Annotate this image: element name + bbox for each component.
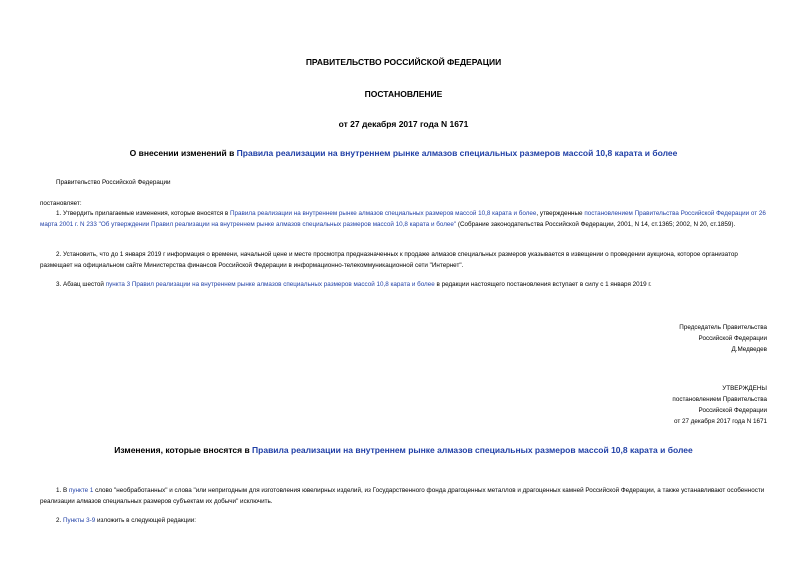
point-3-link[interactable]: пункта 3 Правил реализации на внутреннем рынке алмазов специальных размеров массой 10,8 карата и более bbox=[105, 281, 435, 288]
paragraph-1-text-a: 1. Утвердить прилагаемые изменения, которые вносятся в bbox=[56, 210, 231, 217]
changes-title bbox=[0, 445, 807, 455]
approval-line-1: УТВЕРЖДЕНЫ bbox=[722, 385, 767, 392]
approval-line-2: постановлением Правительства bbox=[672, 396, 767, 403]
change-item-1-text-a: 1. В bbox=[56, 487, 69, 494]
paragraph-1-text-b: , утвержденные bbox=[536, 210, 585, 217]
change-item-2-text-a: 2. bbox=[56, 517, 64, 524]
rules-link-title[interactable]: Правила реализации на внутреннем рынке алмазов специальных размеров массой 10,8 карата и более bbox=[236, 148, 678, 158]
decides-text: постановляет: bbox=[40, 200, 82, 207]
decree-233-link[interactable]: постановлением Правительства Российской Федерации от 26 марта 2001 г. N 233 "Об утверждении Правил реализации на внутреннем рынке алмазов специальных размеров массой 10,8 карата и более" bbox=[40, 210, 766, 228]
change-item-1 bbox=[40, 485, 770, 507]
change-item-2 bbox=[40, 515, 770, 526]
signature-line-1: Председатель Правительства bbox=[679, 324, 767, 331]
changes-title-prefix: Изменения, которые вносятся в bbox=[114, 445, 253, 455]
change-item-2-text-b: изложить в следующей редакции: bbox=[95, 517, 197, 524]
approval-block bbox=[672, 383, 767, 427]
document-date-line: от 27 декабря 2017 года N 1671 bbox=[338, 119, 469, 129]
signature-block bbox=[679, 322, 767, 355]
document-title bbox=[0, 148, 807, 158]
paragraph-3-text-b: в редакции настоящего постановления вступает в силу с 1 января 2019 г. bbox=[434, 281, 652, 288]
signature-line-2: Российской Федерации bbox=[698, 335, 767, 342]
points-3-9-link[interactable]: Пункты 3-9 bbox=[63, 517, 96, 524]
paragraph-3 bbox=[40, 279, 770, 290]
rules-link-p1[interactable]: Правила реализации на внутреннем рынке алмазов специальных размеров массой 10,8 карата и более bbox=[230, 210, 537, 217]
signature-line-3: Д.Медведев bbox=[731, 346, 767, 353]
rules-link-changes[interactable]: Правила реализации на внутреннем рынке алмазов специальных размеров массой 10,8 карата и более bbox=[252, 445, 693, 455]
government-heading: ПРАВИТЕЛЬСТВО РОССИЙСКОЙ ФЕДЕРАЦИИ bbox=[305, 57, 502, 67]
approval-line-4: от 27 декабря 2017 года N 1671 bbox=[673, 418, 767, 425]
approval-line-3: Российской Федерации bbox=[698, 407, 767, 414]
intro-text: Правительство Российской Федерации bbox=[56, 179, 171, 186]
document-title-prefix: О внесении изменений в bbox=[129, 148, 237, 158]
paragraph-2: 2. Установить, что до 1 января 2019 г информация о времени, начальной цене и месте просмотра предназначенных к продаже алмазов специальных размеров указывается в извещении о проведении аукциона, которое организатор размещает на официальном сайте Министерства финансов Российской Федерации в информационно-телекоммуникационной сети "Интернет". bbox=[40, 251, 738, 269]
point-1-link[interactable]: пункте 1 bbox=[68, 487, 94, 494]
paragraph-1-text-c: (Собрание законодательства Российской Федерации, 2001, N 14, ст.1365; 2002, N 20, ст.1859). bbox=[456, 221, 736, 228]
paragraph-1 bbox=[40, 208, 770, 230]
paragraph-3-text-a: 3. Абзац шестой bbox=[56, 281, 106, 288]
change-item-1-text-b: слово "необработанных" и слова "или непригодным для изготовления ювелирных изделий, из Государственного фонда драгоценных металлов и драгоценных камней Российской Федерации, а также устанавливают особенности реализации алмазов специальных размеров субъектам их добычи" исключить. bbox=[40, 487, 765, 505]
document-type-heading: ПОСТАНОВЛЕНИЕ bbox=[364, 89, 443, 99]
